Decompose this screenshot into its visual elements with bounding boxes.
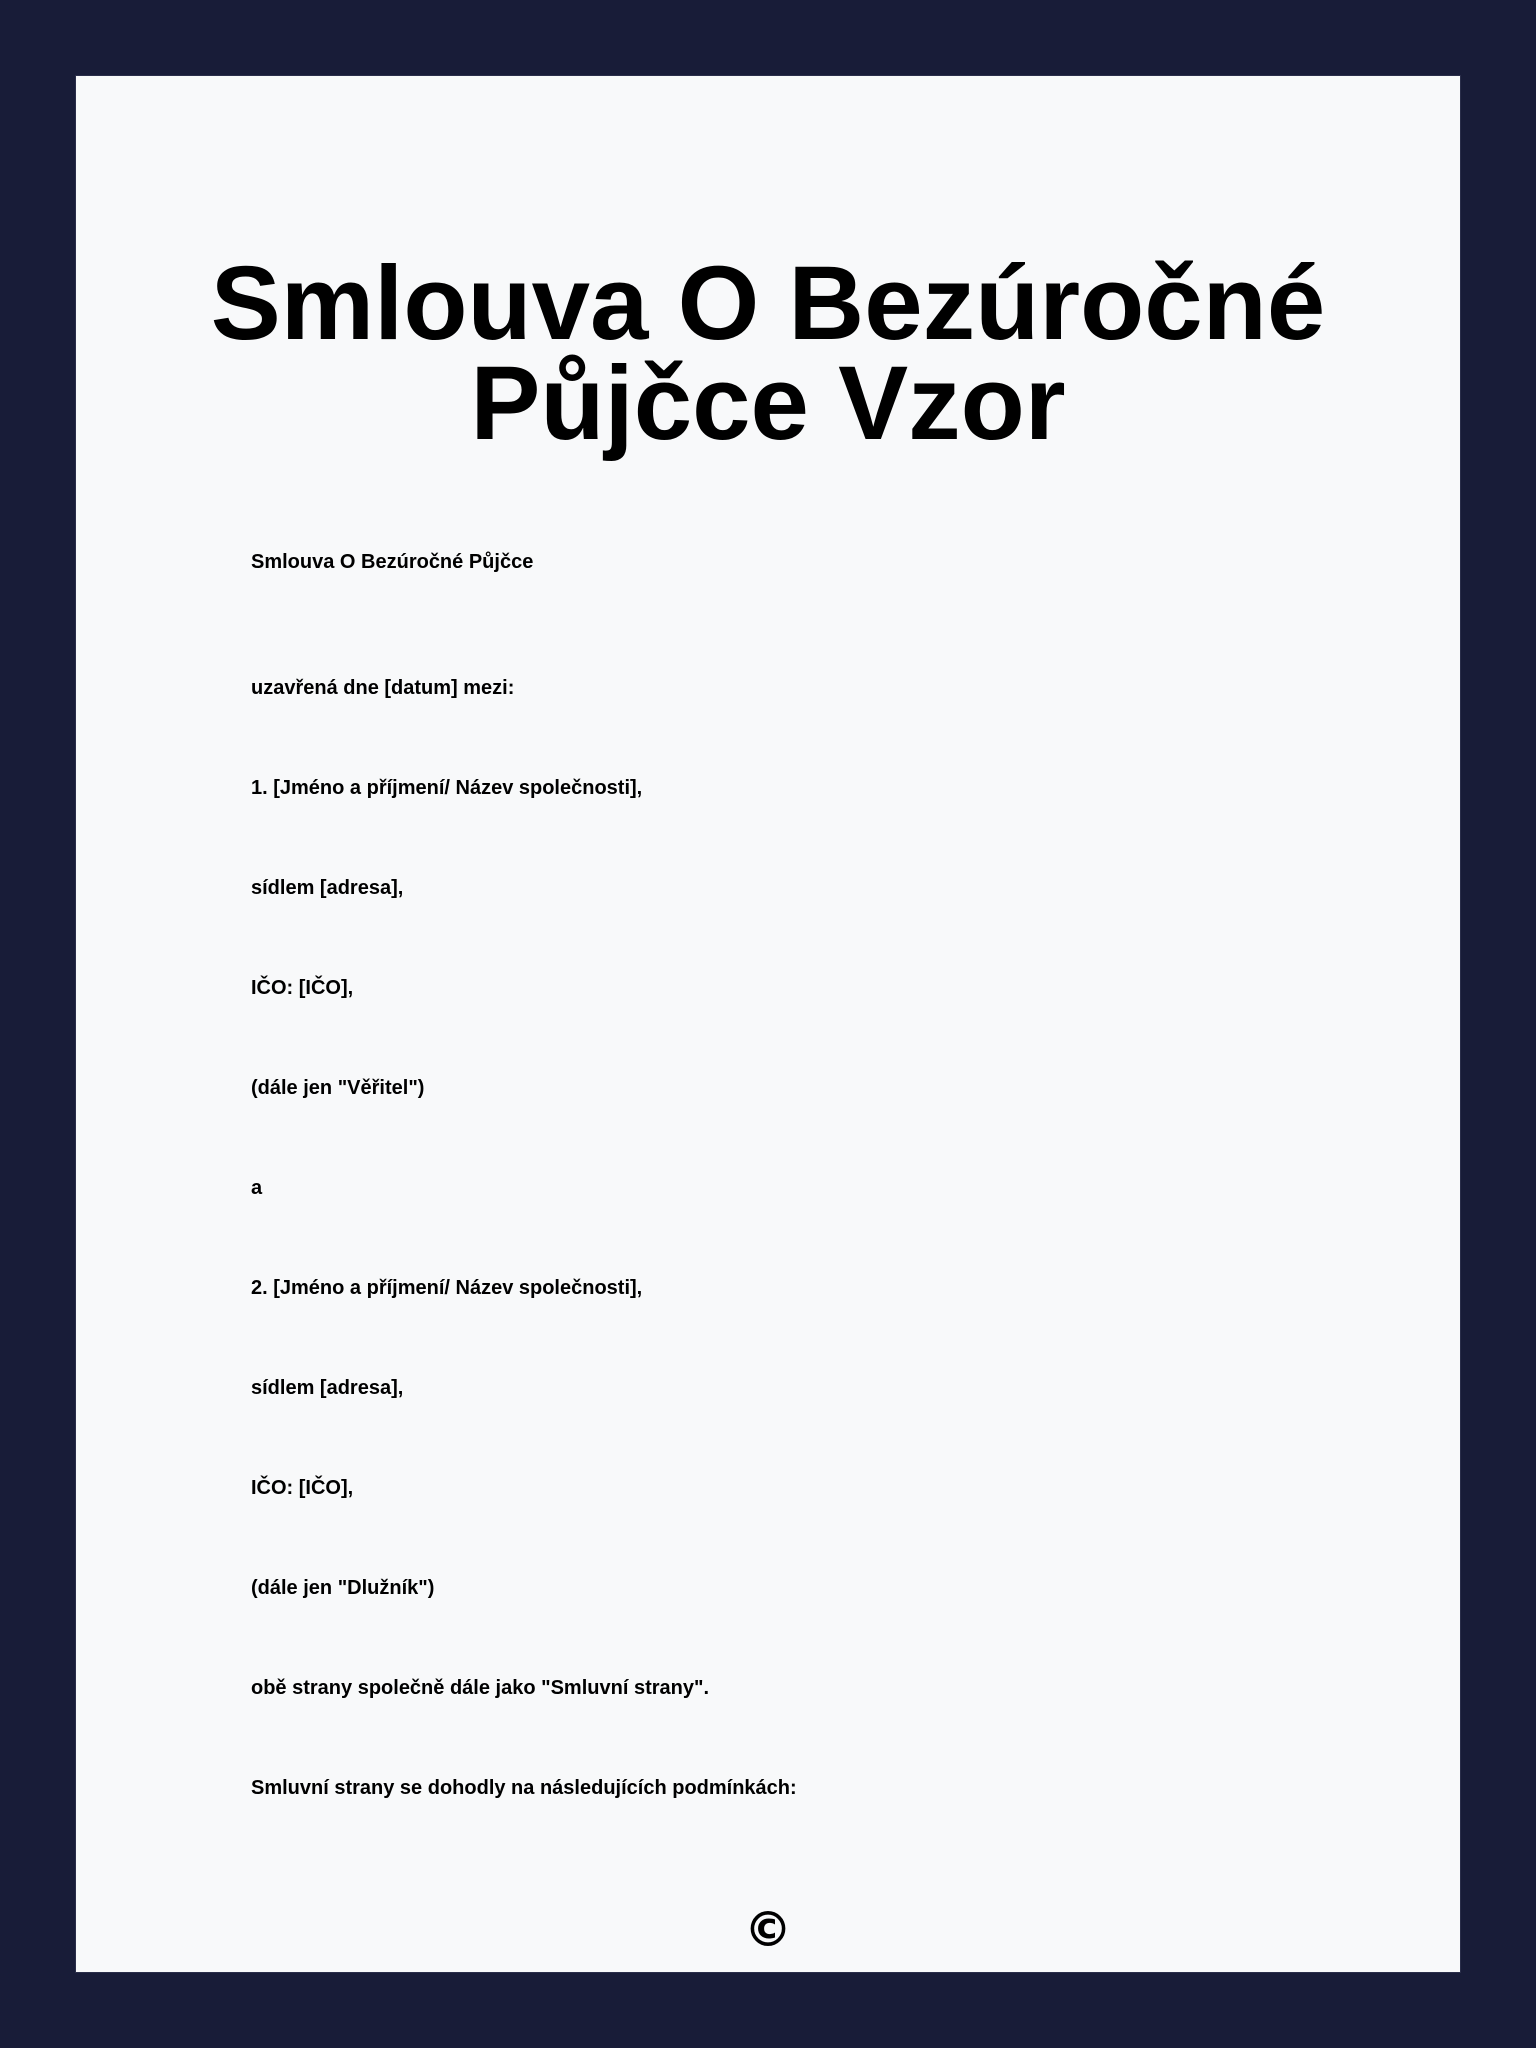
paragraph-party-2-role: (dále jen "Dlužník") [251,1577,435,1599]
document-title: Smlouva O Bezúročné Půjčce Vzor [210,245,1326,462]
paragraph-parties-definition: obě strany společně dále jako "Smluvní strany". [251,1677,710,1699]
paragraph-party-1-address: sídlem [adresa], [251,877,404,899]
paragraph-contract-date: uzavřená dne [datum] mezi: [251,677,515,699]
paragraph-party-1-name: 1. [Jméno a příjmení/ Název společnosti], [251,777,643,799]
paragraph-party-2-name: 2. [Jméno a příjmení/ Název společnosti], [251,1277,643,1299]
paragraph-party-1-ico: IČO: [IČO], [251,977,354,999]
paragraph-party-2-ico: IČO: [IČO], [251,1477,354,1499]
document-page [75,75,1461,1973]
document-heading: Smlouva O Bezúročné Půjčce [251,551,534,573]
paragraph-conditions-intro: Smluvní strany se dohodly na následujících podmínkách: [251,1777,797,1799]
copyright-icon: © [744,1902,792,1958]
paragraph-conjunction: a [251,1177,263,1199]
paragraph-party-1-role: (dále jen "Věřitel") [251,1077,425,1099]
paragraph-party-2-address: sídlem [adresa], [251,1377,404,1399]
